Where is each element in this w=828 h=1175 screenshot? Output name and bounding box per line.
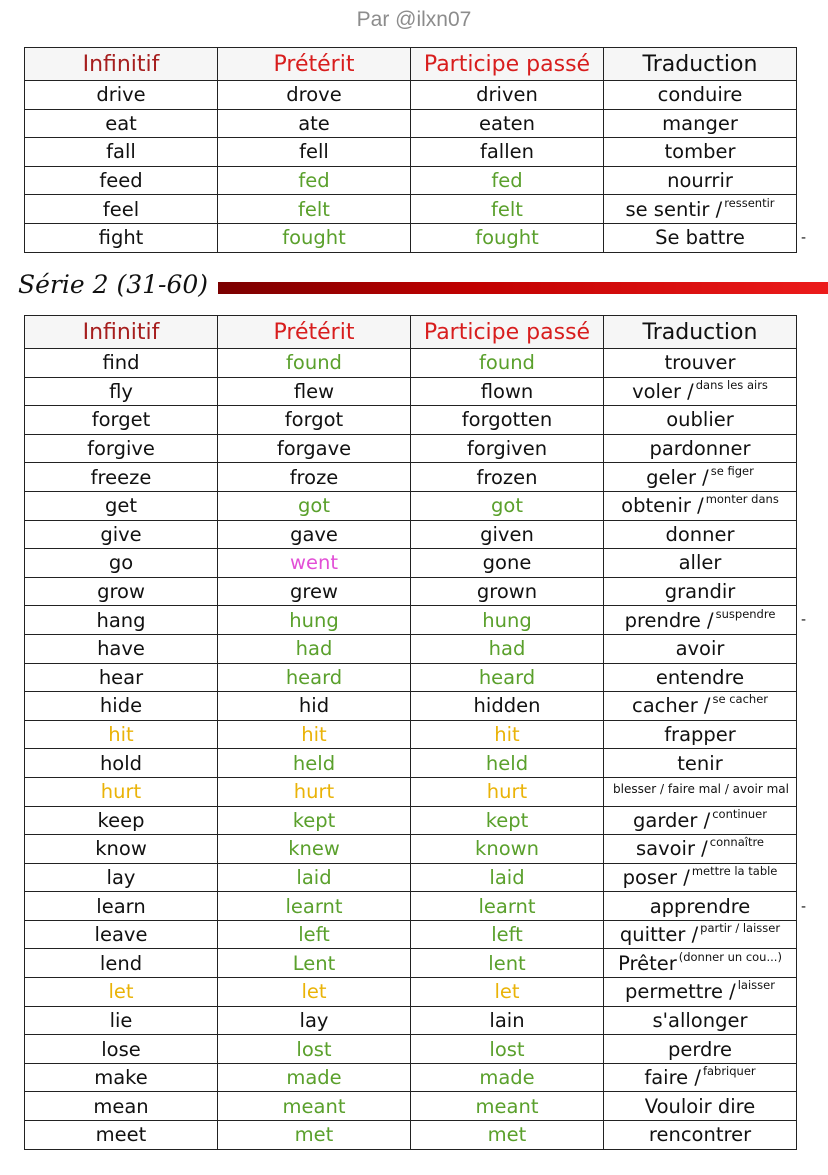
traduction-text: faire / [644,1066,701,1090]
traduction-cell [604,549,797,578]
table-row [25,223,797,252]
infinitif-cell: forget [25,406,218,435]
traduction-text: conduire [657,83,743,107]
table-row [25,577,797,606]
traduction-text: frapper [664,723,736,747]
participe-cell: fed [411,166,604,195]
table-row [25,634,797,663]
participe-cell: lost [411,1035,604,1064]
header-traduction: Traduction [604,48,797,81]
infinitif-cell: feed [25,166,218,195]
traduction-text: tenir [677,751,723,775]
preterit-cell: drove [218,81,411,110]
participe-cell: forgiven [411,434,604,463]
infinitif-cell: learn [25,892,218,921]
traduction-text: aller [678,551,722,575]
infinitif-cell: go [25,549,218,578]
participe-cell: laid [411,863,604,892]
preterit-cell: lay [218,1006,411,1035]
participe-cell: let [411,978,604,1007]
traduction-note: connaître [709,835,765,850]
traduction-note: fabriquer [702,1064,756,1079]
participe-cell: lain [411,1006,604,1035]
participe-cell: eaten [411,109,604,138]
traduction-text: s'allonger [652,1008,748,1032]
infinitif-cell: hold [25,749,218,778]
table-body [25,349,797,1150]
traduction-text: apprendre [649,894,751,918]
infinitif-cell: drive [25,81,218,110]
infinitif-cell: hide [25,692,218,721]
preterit-cell: heard [218,663,411,692]
traduction-text: manger [662,111,738,135]
series-2-heading [18,270,828,304]
traduction-cell [604,81,797,110]
traduction-cell [604,606,797,635]
traduction-note: suspendre [715,606,776,621]
traduction-note: monter dans [705,492,779,507]
traduction-cell [604,349,797,378]
infinitif-cell: forgive [25,434,218,463]
table-header-row [25,48,797,81]
margin-dash: - [801,612,807,628]
preterit-cell: laid [218,863,411,892]
traduction-text: garder / [633,808,711,832]
participe-cell: heard [411,663,604,692]
traduction-text: grandir [664,580,736,604]
participe-cell: got [411,491,604,520]
preterit-cell: held [218,749,411,778]
participe-cell: learnt [411,892,604,921]
preterit-cell: let [218,978,411,1007]
participe-cell: kept [411,806,604,835]
traduction-text: trouver [664,351,736,375]
preterit-cell: Lent [218,949,411,978]
traduction-cell [604,223,797,252]
preterit-cell: got [218,491,411,520]
traduction-text: entendre [655,665,745,689]
traduction-cell [604,806,797,835]
traduction-cell [604,406,797,435]
table-row [25,663,797,692]
table-row [25,835,797,864]
traduction-cell [604,692,797,721]
traduction-cell [604,1121,797,1150]
infinitif-cell: hear [25,663,218,692]
table-row [25,138,797,167]
traduction-text: permettre / [625,980,736,1004]
participe-cell: flown [411,377,604,406]
participe-cell: hurt [411,777,604,806]
preterit-cell: had [218,634,411,663]
traduction-note: se figer [710,463,754,478]
traduction-cell [604,109,797,138]
header-participe: Participe passé [411,316,604,349]
infinitif-cell: know [25,835,218,864]
table-row [25,1121,797,1150]
traduction-cell [604,949,797,978]
traduction-cell [604,749,797,778]
participe-cell: hit [411,720,604,749]
participe-cell: known [411,835,604,864]
preterit-cell: hung [218,606,411,635]
participe-cell: left [411,920,604,949]
table-row [25,720,797,749]
traduction-cell [604,634,797,663]
traduction-cell [604,920,797,949]
preterit-cell: grew [218,577,411,606]
participe-cell: fallen [411,138,604,167]
header-preterit: Prétérit [218,48,411,81]
table-row [25,109,797,138]
preterit-cell: made [218,1063,411,1092]
traduction-cell [604,1006,797,1035]
header-traduction: Traduction [604,316,797,349]
traduction-text: poser / [622,865,690,889]
preterit-cell: gave [218,520,411,549]
traduction-note: partir / laisser [700,921,781,936]
accent-bar [218,282,828,294]
traduction-cell [604,138,797,167]
table-row [25,549,797,578]
preterit-cell: knew [218,835,411,864]
infinitif-cell: mean [25,1092,218,1121]
infinitif-cell: meet [25,1121,218,1150]
table-row [25,749,797,778]
participe-cell: frozen [411,463,604,492]
participe-cell: meant [411,1092,604,1121]
traduction-note: dans les airs [695,377,768,392]
traduction-text: Prêter [618,951,677,975]
traduction-cell [604,777,797,806]
traduction-text: nourrir [667,169,733,193]
table-row [25,777,797,806]
participe-cell: lent [411,949,604,978]
series-2-label: Série 2 (31-60) [18,270,209,299]
traduction-text: oublier [666,408,734,432]
byline: Par @ilxn07 [356,8,472,31]
participe-cell: held [411,749,604,778]
participe-cell: grown [411,577,604,606]
preterit-cell: meant [218,1092,411,1121]
participe-cell: found [411,349,604,378]
traduction-note: ressentir [724,195,775,210]
traduction-cell [604,1035,797,1064]
table-row [25,434,797,463]
preterit-cell: kept [218,806,411,835]
preterit-cell: fought [218,223,411,252]
table-row [25,491,797,520]
infinitif-cell: eat [25,109,218,138]
traduction-cell [604,892,797,921]
traduction-cell [604,434,797,463]
infinitif-cell: have [25,634,218,663]
traduction-text: Vouloir dire [644,1094,756,1118]
traduction-note: se cacher [712,692,769,707]
traduction-note: blesser / faire mal / avoir mal [613,782,789,797]
traduction-cell [604,720,797,749]
traduction-cell [604,577,797,606]
traduction-text: avoir [675,637,725,661]
table-row [25,1063,797,1092]
table-row [25,949,797,978]
traduction-cell [604,835,797,864]
infinitif-cell: hurt [25,777,218,806]
traduction-cell [604,463,797,492]
table-row [25,1006,797,1035]
traduction-text: voler / [632,379,694,403]
preterit-cell: found [218,349,411,378]
preterit-cell: fed [218,166,411,195]
preterit-cell: went [218,549,411,578]
preterit-cell: left [218,920,411,949]
preterit-cell: learnt [218,892,411,921]
traduction-note: continuer [712,806,767,821]
infinitif-cell: hit [25,720,218,749]
infinitif-cell: give [25,520,218,549]
preterit-cell: forgave [218,434,411,463]
preterit-cell: hurt [218,777,411,806]
preterit-cell: hit [218,720,411,749]
infinitif-cell: let [25,978,218,1007]
traduction-cell [604,520,797,549]
traduction-text: geler / [646,465,709,489]
table-row [25,863,797,892]
traduction-note: (donner un cou...) [678,949,782,964]
header-infinitif: Infinitif [25,316,218,349]
preterit-cell: hid [218,692,411,721]
traduction-cell [604,491,797,520]
infinitif-cell: lose [25,1035,218,1064]
participe-cell: driven [411,81,604,110]
table-row [25,520,797,549]
traduction-text: Se battre [655,226,745,250]
margin-dash: - [801,230,807,246]
infinitif-cell: fight [25,223,218,252]
table-row [25,377,797,406]
participe-cell: had [411,634,604,663]
preterit-cell: felt [218,195,411,224]
traduction-text: tomber [664,140,736,164]
table-body [25,81,797,253]
traduction-cell [604,863,797,892]
preterit-cell: forgot [218,406,411,435]
traduction-cell [604,1092,797,1121]
table-row [25,606,797,635]
preterit-cell: lost [218,1035,411,1064]
table-row [25,892,797,921]
table-row [25,406,797,435]
table-header-row [25,316,797,349]
infinitif-cell: lay [25,863,218,892]
participe-cell: fought [411,223,604,252]
participe-cell: hidden [411,692,604,721]
table-row [25,349,797,378]
preterit-cell: fell [218,138,411,167]
infinitif-cell: keep [25,806,218,835]
preterit-cell: froze [218,463,411,492]
infinitif-cell: get [25,491,218,520]
infinitif-cell: fly [25,377,218,406]
preterit-cell: flew [218,377,411,406]
traduction-text: donner [665,522,735,546]
margin-dash: - [801,899,807,915]
verb-table-series-1 [24,47,797,253]
table-row [25,978,797,1007]
traduction-text: pardonner [649,437,751,461]
header-preterit: Prétérit [218,316,411,349]
traduction-cell [604,978,797,1007]
table-row [25,1035,797,1064]
traduction-text: cacher / [631,694,711,718]
traduction-text: savoir / [635,837,708,861]
infinitif-cell: lend [25,949,218,978]
participe-cell: met [411,1121,604,1150]
table-row [25,463,797,492]
infinitif-cell: lie [25,1006,218,1035]
table-row [25,806,797,835]
header-infinitif: Infinitif [25,48,218,81]
table-row [25,692,797,721]
traduction-text: quitter / [619,923,699,947]
table-row [25,920,797,949]
infinitif-cell: freeze [25,463,218,492]
table-row [25,195,797,224]
header-participe: Participe passé [411,48,604,81]
verb-table-series-2 [24,315,797,1150]
traduction-cell [604,377,797,406]
traduction-cell [604,166,797,195]
participe-cell: forgotten [411,406,604,435]
infinitif-cell: fall [25,138,218,167]
traduction-cell [604,1063,797,1092]
traduction-text: se sentir / [625,197,723,221]
traduction-text: prendre / [624,608,714,632]
infinitif-cell: find [25,349,218,378]
traduction-cell [604,195,797,224]
traduction-text: obtenir / [621,494,704,518]
infinitif-cell: feel [25,195,218,224]
infinitif-cell: grow [25,577,218,606]
participe-cell: given [411,520,604,549]
traduction-text: rencontrer [648,1123,752,1147]
preterit-cell: ate [218,109,411,138]
table-row [25,81,797,110]
traduction-cell [604,663,797,692]
participe-cell: hung [411,606,604,635]
preterit-cell: met [218,1121,411,1150]
traduction-text: perdre [667,1037,732,1061]
infinitif-cell: make [25,1063,218,1092]
traduction-note: laisser [737,978,775,993]
infinitif-cell: leave [25,920,218,949]
infinitif-cell: hang [25,606,218,635]
traduction-note: mettre la table [691,863,778,878]
participe-cell: gone [411,549,604,578]
table-row [25,1092,797,1121]
participe-cell: felt [411,195,604,224]
participe-cell: made [411,1063,604,1092]
table-row [25,166,797,195]
